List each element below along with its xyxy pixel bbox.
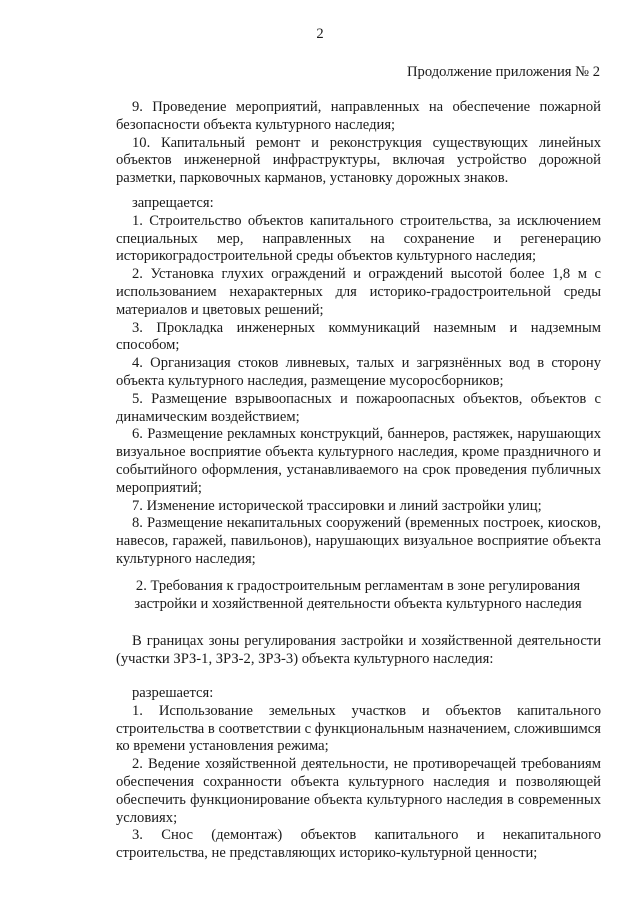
list-item: 4. Организация стоков ливневых, талых и загрязнённых вод в сторону объекта культурного наследия, размещение мусоросборников;: [116, 355, 601, 389]
list-item: 3. Прокладка инженерных коммуникаций наземным и надземным способом;: [116, 319, 601, 354]
list-item: 1. Использование земельных участков и объектов капитального строительства в соответствии с функциональным назначением, сложившимся ко времени установления режима;: [116, 702, 601, 755]
forbidden-section: [116, 195, 601, 569]
section-intro: В границах зоны регулирования застройки и хозяйственной деятельности (участки ЗРЗ-1, ЗРЗ-2, ЗРЗ-3) объекта культурного наследия:: [116, 633, 601, 667]
list-item: 6. Размещение рекламных конструкций, баннеров, растяжек, нарушающих визуальное восприятие объекта культурного наследия, кроме праздничного и событийного оформления, устанавливаемого на срок проведения публичных мероприятий;: [116, 426, 601, 496]
page-number: 2: [316, 26, 324, 42]
section-2-intro-block: [116, 633, 601, 669]
section-title: 2. Требования к градостроительным регламентам в зоне регулирования застройки и хозяйственной деятельности объекта культурного наследия: [134, 578, 582, 612]
list-item: 8. Размещение некапитальных сооружений (временных построек, киосков, навесов, гаражей, павильонов), нарушающих визуальное восприятие объекта культурного наследия;: [116, 515, 601, 567]
allowed-heading: разрешается:: [132, 685, 214, 701]
allowed-section: [116, 685, 601, 863]
appendix-continuation-label: Продолжение приложения № 2: [407, 64, 600, 80]
list-item: 7. Изменение исторической трассировки и линий застройки улиц;: [132, 497, 542, 514]
list-item: 3. Снос (демонтаж) объектов капитального и некапитального строительства, не представляющих историко-культурной ценности;: [116, 827, 601, 862]
list-item: 2. Установка глухих ограждений и ограждений высотой более 1,8 м с использованием нехарактерных для историко-градостроительной среды материалов и цветовых решений;: [116, 266, 601, 318]
list-item: 10. Капитальный ремонт и реконструкция существующих линейных объектов инженерной инфраструктуры, включая устройство дорожной разметки, парковочных карманов, установку дорожных знаков.: [116, 134, 601, 187]
list-item: 9. Проведение мероприятий, направленных на обеспечение пожарной безопасности объекта культурного наследия;: [116, 99, 601, 133]
forbidden-heading: запрещается:: [132, 195, 214, 211]
list-item: 1. Строительство объектов капитального строительства, за исключением специальных мер, направленных на сохранение и регенерацию историкоградостроительной среды объектов культурного наследия;: [116, 212, 601, 265]
items-top: [116, 99, 601, 188]
list-item: 5. Размещение взрывоопасных и пожароопасных объектов, объектов с динамическим воздействием;: [116, 390, 601, 425]
list-item: 2. Ведение хозяйственной деятельности, не противоречащей требованиям обеспечения сохранности объекта культурного наследия и позволяющей обеспечить функционирование объекта культурного наследия в современных условиях;: [116, 756, 601, 826]
section-2-title-block: [130, 578, 586, 614]
